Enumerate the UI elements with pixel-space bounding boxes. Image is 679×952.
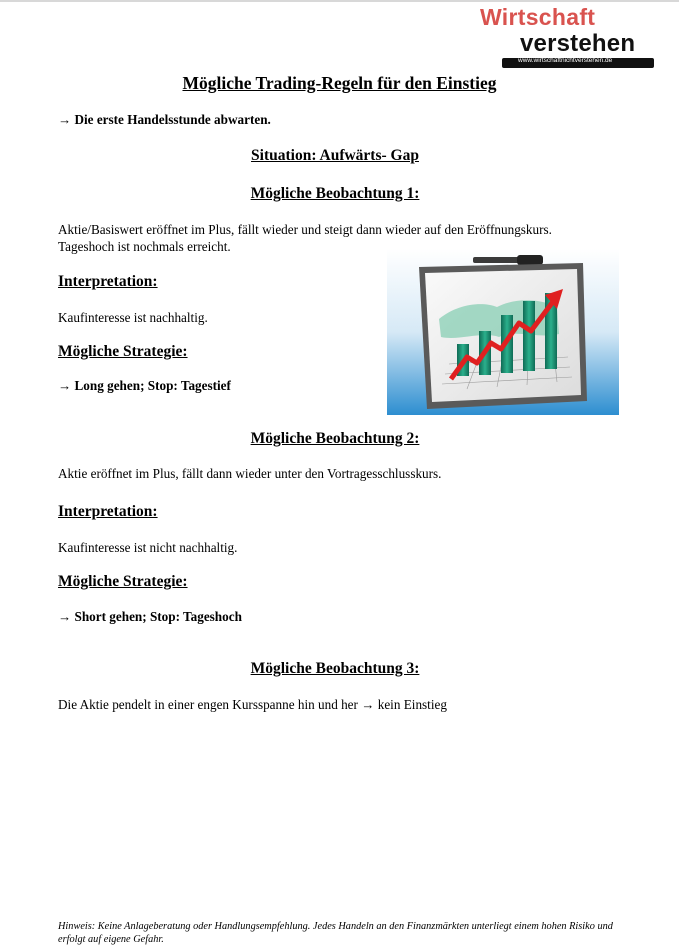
observation2-heading: Mögliche Beobachtung 2:	[250, 430, 420, 447]
observation3-text-before: Die Aktie pendelt in einer engen Kursspanne hin und her	[58, 697, 358, 712]
observation3-heading: Mögliche Beobachtung 3:	[250, 660, 420, 677]
logo-url: www.wirtschaftnichtverstehen.de	[518, 57, 613, 64]
strategy1-heading: Mögliche Strategie:	[58, 343, 188, 360]
arrow-icon: →	[58, 609, 72, 624]
strategy1-line	[58, 378, 231, 394]
observation1-text-line2: Tageshoch ist nochmals erreicht.	[58, 239, 231, 254]
observation2-text: Aktie eröffnet im Plus, fällt dann wieder unter den Vortragesschlusskurs.	[58, 466, 442, 481]
interpretation2-heading: Interpretation:	[58, 503, 158, 520]
rule-line	[58, 112, 271, 128]
interpretation2-text: Kaufinteresse ist nicht nachhaltig.	[58, 540, 238, 555]
strategy2-text: Short gehen; Stop: Tageshoch	[74, 609, 242, 624]
page-title: Mögliche Trading-Regeln für den Einstieg	[182, 73, 497, 93]
chart-bar-4	[523, 301, 535, 371]
rising-chart-illustration	[387, 249, 619, 415]
page-top-border	[0, 0, 679, 2]
situation-heading: Situation: Aufwärts- Gap	[251, 147, 419, 164]
arrow-icon: →	[361, 697, 375, 712]
arrow-icon: →	[58, 378, 72, 393]
observation1-heading: Mögliche Beobachtung 1:	[250, 185, 420, 202]
observation3-line	[58, 696, 447, 713]
observation3-text-after: kein Einstieg	[377, 697, 447, 712]
projector-head	[517, 255, 543, 265]
rule-text: Die erste Handelsstunde abwarten.	[74, 112, 271, 127]
interpretation1-text: Kaufinteresse ist nachhaltig.	[58, 310, 208, 325]
arrow-icon: →	[58, 112, 72, 127]
strategy2-heading: Mögliche Strategie:	[58, 573, 188, 590]
brand-logo[interactable]	[472, 4, 660, 70]
disclaimer-text: Keine Anlageberatung oder Handlungsempfehlung. Jedes Handeln an den Finanzmärkten unterliegt einem hohen Risiko und erfolgt auf eigene Gefahr.	[58, 921, 613, 945]
interpretation1-heading: Interpretation:	[58, 273, 158, 290]
disclaimer-footer	[58, 920, 628, 946]
strategy1-text: Long gehen; Stop: Tagestief	[74, 378, 231, 393]
disclaimer-label: Hinweis:	[58, 921, 96, 932]
observation1-text-line1: Aktie/Basiswert eröffnet im Plus, fällt wieder und steigt dann wieder auf den Eröffnungskurs.	[58, 222, 552, 237]
logo-word-2: verstehen	[520, 30, 636, 57]
logo-word-1: Wirtschaft	[480, 4, 596, 30]
strategy2-line	[58, 609, 242, 625]
